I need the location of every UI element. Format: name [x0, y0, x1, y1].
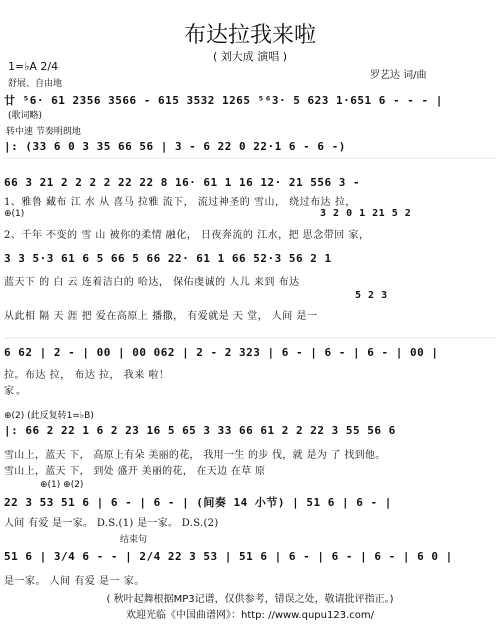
coda-mark-1: ⊕(1)	[4, 209, 25, 219]
score-line-7: 22 3 53 51 6 | 6 - | 6 - | (间奏 14 小节) | 51 6 | 6 - |	[4, 496, 392, 509]
lyric-line-3a: 1、雅鲁 藏布 江 水 从 喜马 拉雅 流下， 流过神圣的 雪山， 绕过布达 拉，	[4, 197, 356, 208]
key-signature: 1=♭A 2/4	[8, 60, 59, 73]
footer-website: 欢迎光临《中国曲谱网》：http: //www.qupu123.com/	[126, 610, 374, 621]
score-line-6: |: 66 2 22 1 6 2 23 16 5 65 3 33 66 61 2 2 22 3 55 56 6	[4, 424, 396, 437]
score-line-1: 廿 ⁵6· 61 2356 3566 - 615 3532 1265 ⁵⁶3· 5 623 1·651 6 - - - |	[4, 94, 443, 107]
lyric-line-4b: 从此相 隔 天 涯 把 爱在高原上 播撒， 有爱就是 天 堂， 人间 是一	[4, 311, 318, 322]
coda-mark-3: ⊕(1) ⊕(2)	[40, 480, 84, 490]
score-line-2: |: (33 6 0 3 35 66 56 | 3 - 6 22 0 22·1 6 - 6 -)	[4, 140, 346, 153]
lyric-line-6a: 雪山上，蓝天 下， 高原上有朵 美丽的花， 我用一生 的步 伐，就 是为 了 找到他。	[4, 450, 386, 461]
tempo-marking-2: 转中速 节奏明朗地	[6, 127, 81, 137]
lyric-line-5b: 家。	[4, 386, 28, 397]
score-line-3-small: 3 2 0 1 21 5 2	[320, 208, 412, 219]
score-line-8: 51 6 | 3/4 6 - - | 2/4 22 3 53 | 51 6 | 6 - | 6 - | 6 - | 6 0 |	[4, 550, 453, 563]
score-line-4-small: 5 2 3	[355, 290, 388, 301]
lyric-line-4a: 蓝天下 的 白 云 连着洁白的 哈达， 保佑虔诚的 人儿 来到 布达	[4, 277, 300, 288]
song-subtitle: ( 刘大成 演唱 )	[212, 50, 288, 63]
song-title: 布达拉我来啦	[183, 23, 316, 48]
score-line-5: 6 62 | 2 - | 00 | 00 062 | 2 - 2 323 | 6 - | 6 - | 6 - | 00 |	[4, 346, 439, 359]
lyric-line-1: (歌词略)	[8, 111, 43, 121]
lyric-line-7: 人间 有爱 是一家。 D.S.(1) 是一家。 D.S.(2)	[4, 518, 219, 529]
coda-mark-2: ⊕(2) (此反复转1=♭B)	[4, 411, 94, 421]
ending-label: 结束句	[120, 535, 148, 545]
score-line-3: 66 3 21 2 2 2 2 22 22 8 16· 61 1 16 12· 21 556 3 -	[4, 176, 361, 189]
footer-note: ( 秋叶起舞根据MP3记谱，仅供参考，错误之处，敬请批评指正。)	[106, 594, 394, 605]
lyric-line-5: 拉。布达 拉， 布达 拉， 我来 啦！	[4, 370, 170, 381]
lyric-line-8: 是一家。 人间 有爱 是一 家。	[4, 576, 145, 587]
lyric-line-6b: 雪山上，蓝天 下， 到处 盛开 美丽的花， 在天边 在草 原	[4, 466, 266, 477]
lyric-line-3b: 2、千年 不变的 雪 山 被你的柔情 融化， 日夜奔流的 江水，把 思念带回 家，	[4, 230, 370, 241]
composer-credit: 罗艺达 词/曲	[370, 70, 427, 81]
score-line-4: 3 3 5·3 61 6 5 66 5 66 22· 61 1 66 52·3 56 2 1	[4, 252, 332, 265]
tempo-marking: 舒展、自由地	[8, 79, 63, 89]
